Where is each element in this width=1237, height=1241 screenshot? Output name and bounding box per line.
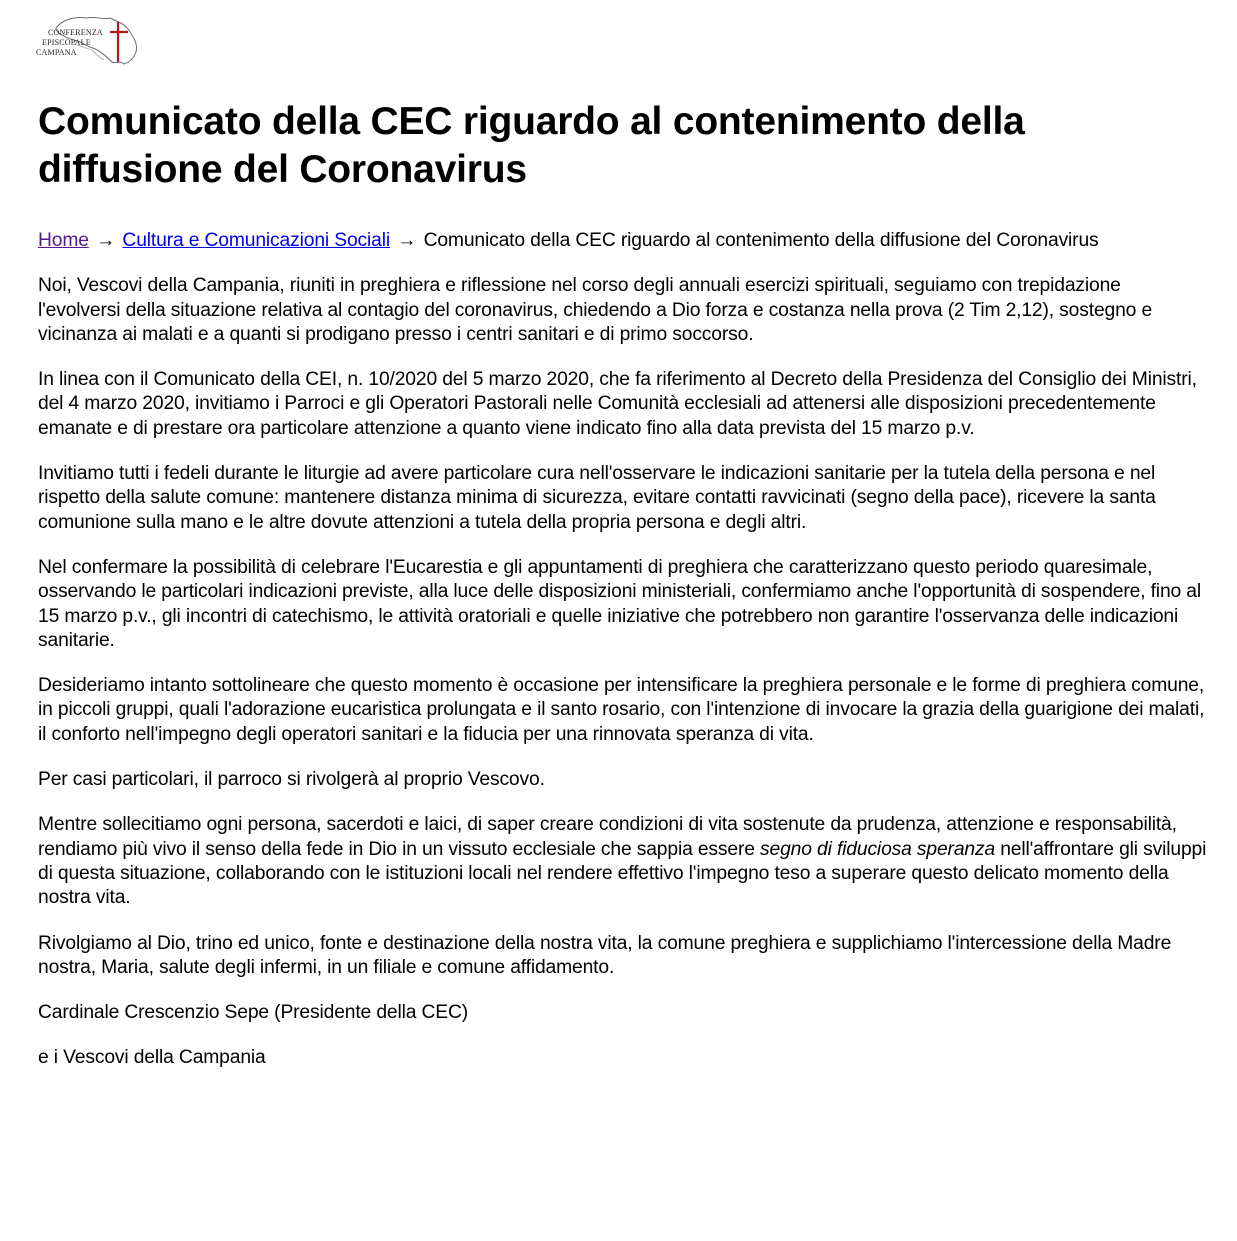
paragraph-7-text-before: Mentre sollecitiamo ogni persona, sacerdoti e laici, di saper creare condizioni di vita sostenute da prudenza, attenzione e responsabilità, rendiamo più vivo il senso della fede in Dio in un vissuto ecclesiale che sappia essere bbox=[38, 814, 1177, 860]
logo-line-1: CONFERENZA bbox=[48, 28, 103, 37]
breadcrumb-arrow-icon: → bbox=[397, 230, 417, 251]
breadcrumb-home-link[interactable]: Home bbox=[38, 230, 89, 251]
paragraph-closing: Rivolgiamo al Dio, trino ed unico, fonte e destinazione della nostra vita, la comune preghiera e supplichiamo l'intercessione della Madre nostra, Maria, salute degli infermi, in un filiale e comune affidamento. bbox=[38, 932, 1172, 978]
logo-line-3: CAMPANA bbox=[36, 48, 77, 57]
breadcrumb-section-link[interactable]: Cultura e Comunicazioni Sociali bbox=[122, 230, 390, 251]
paragraph-5: Desideriamo intanto sottolineare che questo momento è occasione per intensificare la preghiera personale e le forme di preghiera comune, in piccoli gruppi, quali l'adorazione eucaristica prolungata e il santo rosario, con l'intenzione di invocare la grazia della guarigione dei malati, il conforto nell'impegno degli operatori sanitari e la fiducia per una rinnovata speranza di vita. bbox=[38, 675, 1205, 745]
signature: Cardinale Crescenzio Sepe (Presidente della CEC) bbox=[38, 1002, 469, 1024]
site-logo[interactable] bbox=[34, 14, 140, 66]
paragraph-3: Invitiamo tutti i fedeli durante le liturgie ad avere particolare cura nell'osservare le indicazioni sanitarie per la tutela della persona e nel rispetto della salute comune: mantenere distanza minima di sicurezza, evitare contatti ravvicinati (segno della pace), ricevere la santa comunione sulla mano e le altre dovute attenzioni a tutela della propria persona e degli altri. bbox=[38, 463, 1156, 533]
paragraph-6: Per casi particolari, il parroco si rivolgerà al proprio Vescovo. bbox=[38, 769, 545, 791]
logo-line-2: EPISCOPALE bbox=[42, 38, 91, 47]
signature-bishops: e i Vescovi della Campania bbox=[38, 1047, 266, 1069]
paragraph-7-text-after: nell'affrontare gli sviluppi di questa situazione, collaborando con le istituzioni locali nel rendere effettivo l'impegno teso a superare questo delicato momento della nostra vita. bbox=[38, 838, 1207, 909]
breadcrumb bbox=[38, 229, 1208, 253]
page-title: Comunicato della CEC riguardo al contenimento della diffusione del Coronavirus bbox=[38, 100, 1025, 191]
paragraph-2: In linea con il Comunicato della CEI, n. 10/2020 del 5 marzo 2020, che fa riferimento al Decreto della Presidenza del Consiglio dei Ministri, del 4 marzo 2020, invitiamo i Parroci e gli Operatori Pastorali nelle Comunità ecclesiali ad attenersi alle disposizioni precedentemente emanate e di prestare ora particolare attenzione a quanto viene indicato fino alla data prevista del 15 marzo p.v. bbox=[38, 369, 1197, 439]
article-body bbox=[38, 229, 1208, 1092]
paragraph-7-emphasis: segno di fiduciosa speranza bbox=[760, 838, 996, 860]
breadcrumb-arrow-icon: → bbox=[96, 230, 116, 251]
paragraph-4: Nel confermare la possibilità di celebrare l'Eucarestia e gli appuntamenti di preghiera che caratterizzano questo periodo quaresimale, osservando le particolari indicazioni previste, alla luce delle disposizioni ministeriali, confermiamo anche l'opportunità di sospendere, fino al 15 marzo p.v., gli incontri di catechismo, le attività oratoriali e quelle iniziative che potrebbero non garantire l'osservanza delle indicazioni sanitarie. bbox=[38, 556, 1202, 651]
paragraph-1: Noi, Vescovi della Campania, riuniti in preghiera e riflessione nel corso degli annuali esercizi spirituali, seguiamo con trepidazione l'evolversi della situazione relativa al contagio del coronavirus, chiedendo a Dio forza e costanza nella prova (2 Tim 2,12), sostegno e vicinanza ai malati e a quanti si prodigano presso i centri sanitari e di primo soccorso. bbox=[38, 275, 1153, 345]
breadcrumb-current: Comunicato della CEC riguardo al contenimento della diffusione del Coronavirus bbox=[423, 230, 1099, 251]
paragraph-7 bbox=[38, 813, 1208, 910]
